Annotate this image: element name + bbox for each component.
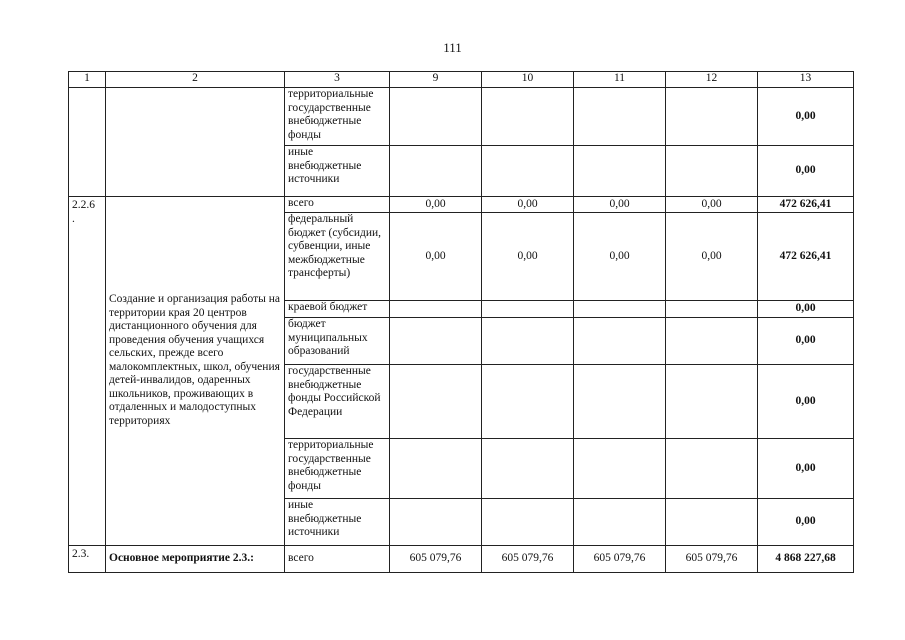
value-cell: [574, 365, 666, 439]
total-cell: 4 868 227,68: [758, 546, 854, 573]
value-cell: 605 079,76: [390, 546, 482, 573]
col-header: 12: [666, 72, 758, 88]
value-cell: 0,00: [482, 197, 574, 213]
value-cell: 605 079,76: [574, 546, 666, 573]
value-cell: [390, 318, 482, 365]
value-cell: [482, 365, 574, 439]
value-cell: 0,00: [390, 197, 482, 213]
value-cell: 0,00: [390, 213, 482, 301]
value-cell: 0,00: [482, 213, 574, 301]
value-cell: [482, 301, 574, 318]
value-cell: [390, 146, 482, 197]
value-cell: [482, 499, 574, 546]
value-cell: [574, 499, 666, 546]
value-cell: 0,00: [666, 197, 758, 213]
code-cell: [69, 88, 106, 197]
source-cell: иные внебюджетные источники: [285, 499, 390, 546]
value-cell: [574, 301, 666, 318]
source-cell: краевой бюджет: [285, 301, 390, 318]
col-header: 2: [106, 72, 285, 88]
value-cell: [666, 88, 758, 146]
col-header: 3: [285, 72, 390, 88]
value-cell: [390, 88, 482, 146]
source-cell: бюджет муниципальных образований: [285, 318, 390, 365]
col-header: 10: [482, 72, 574, 88]
value-cell: 0,00: [574, 213, 666, 301]
total-cell: 0,00: [758, 88, 854, 146]
value-cell: [666, 499, 758, 546]
value-cell: [666, 318, 758, 365]
source-cell: всего: [285, 546, 390, 573]
value-cell: [482, 318, 574, 365]
table-row: [69, 546, 854, 573]
value-cell: [390, 439, 482, 499]
col-header: 1: [69, 72, 106, 88]
value-cell: [666, 365, 758, 439]
value-cell: [482, 439, 574, 499]
item-code: 2.2.6 .: [69, 197, 106, 546]
value-cell: 605 079,76: [482, 546, 574, 573]
value-cell: [666, 301, 758, 318]
total-cell: 472 626,41: [758, 213, 854, 301]
table-row: [69, 197, 854, 213]
activity-description: Создание и организация работы на территории края 20 центров дистанционного обучения для проведения обучения учащихся сельских, прежде всего малокомплектных, школ, обучения детей-инвалидов, одаренных школьников, проживающих в отдаленных и малодоступных территориях: [106, 197, 285, 546]
header-row: [69, 72, 854, 88]
value-cell: 0,00: [574, 197, 666, 213]
activity-cell: [106, 88, 285, 197]
value-cell: [574, 88, 666, 146]
page-number: 111: [443, 40, 462, 55]
col-header: 9: [390, 72, 482, 88]
main-activity-title: Основное мероприятие 2.3.:: [106, 546, 285, 573]
budget-table: [68, 71, 854, 573]
item-code: 2.3.: [69, 546, 106, 573]
col-header: 11: [574, 72, 666, 88]
value-cell: [390, 301, 482, 318]
source-cell: иные внебюджетные источники: [285, 146, 390, 197]
col-header: 13: [758, 72, 854, 88]
total-cell: 472 626,41: [758, 197, 854, 213]
total-cell: 0,00: [758, 318, 854, 365]
value-cell: [666, 146, 758, 197]
total-cell: 0,00: [758, 499, 854, 546]
source-cell: территориальные государственные внебюджетные фонды: [285, 88, 390, 146]
table-row: [69, 88, 854, 146]
total-cell: 0,00: [758, 365, 854, 439]
source-cell: всего: [285, 197, 390, 213]
source-cell: государственные внебюджетные фонды Российской Федерации: [285, 365, 390, 439]
total-cell: 0,00: [758, 439, 854, 499]
value-cell: [574, 318, 666, 365]
value-cell: [390, 499, 482, 546]
source-cell: территориальные государственные внебюджетные фонды: [285, 439, 390, 499]
total-cell: 0,00: [758, 301, 854, 318]
value-cell: [574, 439, 666, 499]
total-cell: 0,00: [758, 146, 854, 197]
value-cell: [390, 365, 482, 439]
value-cell: 605 079,76: [666, 546, 758, 573]
value-cell: [482, 88, 574, 146]
value-cell: 0,00: [666, 213, 758, 301]
value-cell: [666, 439, 758, 499]
value-cell: [574, 146, 666, 197]
value-cell: [482, 146, 574, 197]
source-cell: федеральный бюджет (субсидии, субвенции, иные межбюджетные трансферты): [285, 213, 390, 301]
